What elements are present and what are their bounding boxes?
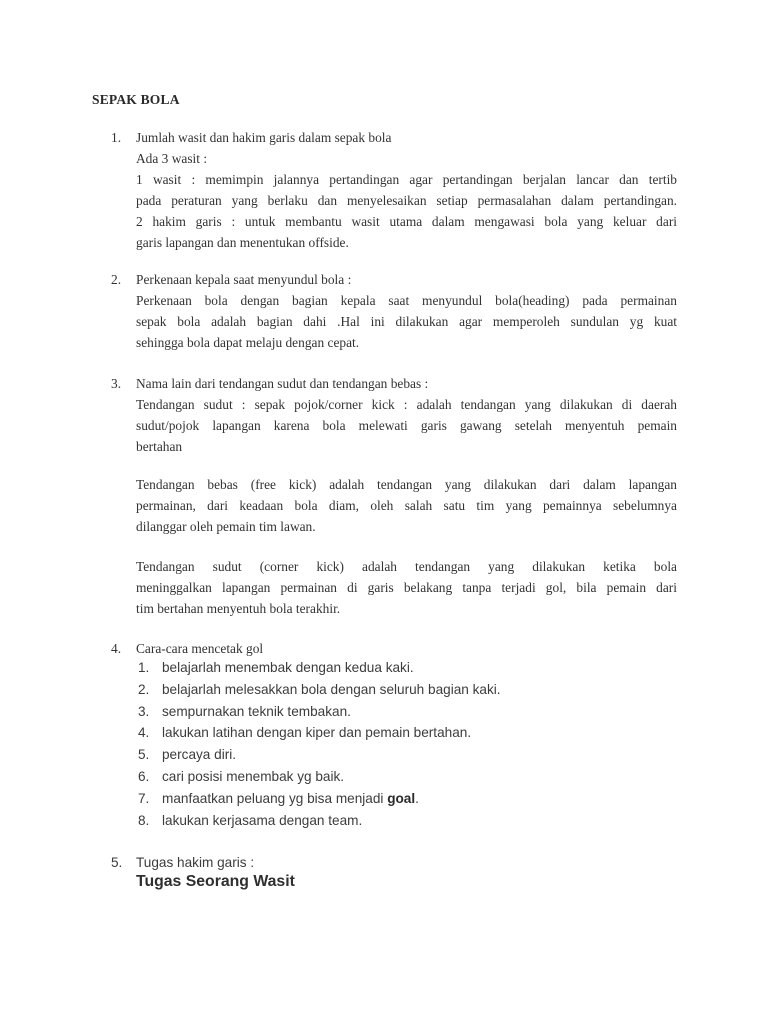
sublist-item	[138, 701, 351, 723]
subheading-tugas-wasit: Tugas Seorang Wasit	[136, 873, 295, 890]
list-item-4	[111, 638, 677, 659]
item-heading: Perkenaan kepala saat menyundul bola :	[136, 272, 352, 287]
list-item-5	[111, 852, 677, 874]
sublist-number: 2.	[138, 682, 150, 697]
sublist-number: 4.	[138, 725, 150, 740]
sublist-text: cari posisi menembak yg baik.	[162, 769, 345, 784]
item-line: Tendangan sudut : sepak pojok/corner kick : adalah tendangan yang dilakukan di daerah	[136, 397, 677, 412]
bold-goal-text: goal	[387, 791, 416, 806]
item-line: meninggalkan lapangan permainan di garis belakang tanpa terjadi gol, bila pemain dari	[136, 580, 677, 595]
sublist-item	[138, 679, 501, 701]
item-line: sehingga bola dapat melaju dengan cepat.	[136, 335, 360, 350]
sublist-item	[138, 744, 237, 766]
paragraph-free-kick	[136, 474, 677, 537]
document-title: SEPAK BOLA	[92, 92, 180, 107]
list-item-2	[111, 269, 677, 353]
sublist-text: lakukan latihan dengan kiper dan pemain bertahan.	[162, 725, 472, 740]
sublist-item	[138, 722, 472, 744]
list-number: 2.	[111, 272, 122, 287]
item-line: sudut/pojok lapangan karena bola melewati garis gawang setelah menyentuh pemain	[136, 418, 677, 433]
item-line: garis lapangan dan menentukan offside.	[136, 235, 349, 250]
item-line: Tendangan sudut (corner kick) adalah tendangan yang dilakukan ketika bola	[136, 559, 677, 574]
sublist-number: 1.	[138, 660, 150, 675]
list-number: 1.	[111, 130, 122, 145]
item-line: tim bertahan menyentuh bola terakhir.	[136, 601, 341, 616]
item-heading: Nama lain dari tendangan sudut dan tendangan bebas :	[136, 376, 429, 391]
list-number: 5.	[111, 855, 123, 870]
sublist-text: sempurnakan teknik tembakan.	[162, 704, 351, 719]
sublist-text: lakukan kerjasama dengan team.	[162, 813, 363, 828]
sublist-text: belajarlah menembak dengan kedua kaki.	[162, 660, 414, 675]
sublist-number: 6.	[138, 769, 150, 784]
item-line: 2 hakim garis : untuk membantu wasit utama dalam mengawasi bola yang keluar dari	[136, 214, 677, 229]
item-heading: Jumlah wasit dan hakim garis dalam sepak bola	[136, 130, 392, 145]
item-line: 1 wasit : memimpin jalannya pertandingan agar pertandingan berjalan lancar dan tertib	[136, 172, 677, 187]
item-line: bertahan	[136, 439, 183, 454]
sublist-number: 7.	[138, 791, 150, 806]
item-heading: Cara-cara mencetak gol	[136, 641, 264, 656]
list-item-3	[111, 373, 677, 457]
item-line: Perkenaan bola dengan bagian kepala saat menyundul bola(heading) pada permainan	[136, 293, 677, 308]
item-line: Ada 3 wasit :	[136, 151, 208, 166]
sublist-text: percaya diri.	[162, 747, 237, 762]
sublist-item	[138, 788, 419, 810]
sublist-text: belajarlah melesakkan bola dengan seluruh bagian kaki.	[162, 682, 501, 697]
list-number: 4.	[111, 641, 122, 656]
sublist-number: 5.	[138, 747, 150, 762]
sublist-text: manfaatkan peluang yg bisa menjadi	[162, 791, 388, 806]
paragraph-corner-kick	[136, 556, 677, 619]
item-line: dilanggar oleh pemain tim lawan.	[136, 519, 316, 534]
sublist-item	[138, 657, 414, 679]
list-number: 3.	[111, 376, 122, 391]
item-line: Tendangan bebas (free kick) adalah tendangan yang dilakukan dari dalam lapangan	[136, 477, 677, 492]
sublist-item	[138, 810, 363, 832]
sublist-item	[138, 766, 345, 788]
item-heading: Tugas hakim garis :	[136, 855, 255, 870]
item-line: pada peraturan yang berlaku dan menyelesaikan setiap permasalahan dalam pertandingan.	[136, 193, 677, 208]
item-line: sepak bola adalah bagian dahi .Hal ini dilakukan agar memperoleh sundulan yg kuat	[136, 314, 677, 329]
item-line: permainan, dari keadaan bola diam, oleh salah satu tim yang pemainnya sebelumnya	[136, 498, 677, 513]
sublist-number: 3.	[138, 704, 150, 719]
sublist-text-after: .	[415, 791, 419, 806]
list-item-1	[111, 127, 677, 253]
sublist-number: 8.	[138, 813, 150, 828]
